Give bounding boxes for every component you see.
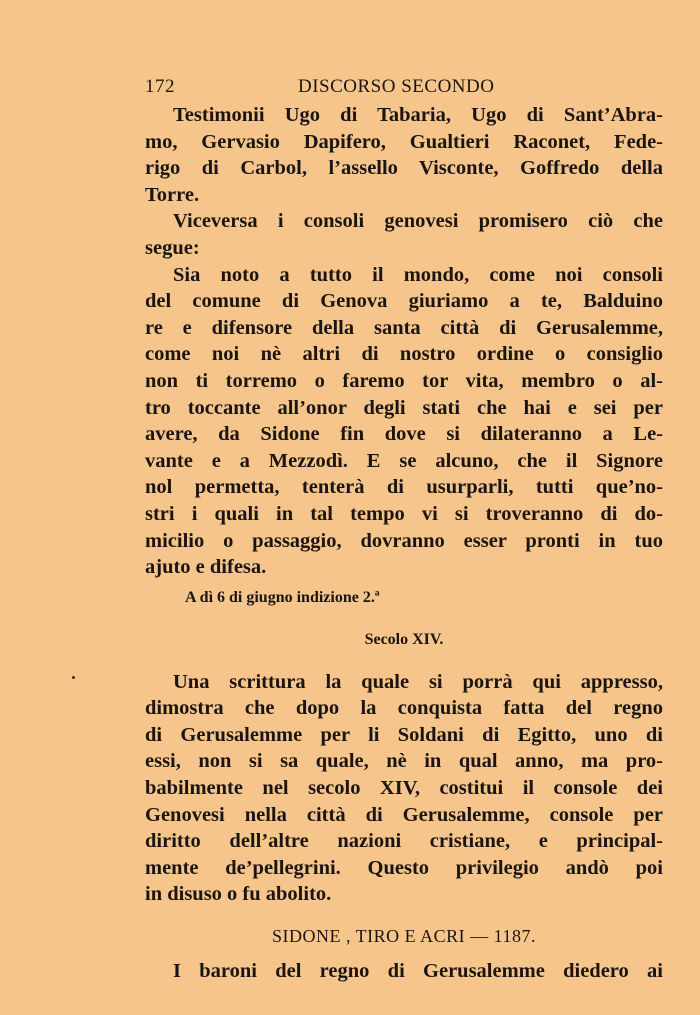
text-line: ajuto e difesa. xyxy=(145,556,267,579)
text-line: essi, non si sa quale, nè in qual anno, ma pro- xyxy=(145,750,663,773)
witnesses-paragraph xyxy=(145,102,663,208)
stray-ink-dot xyxy=(72,676,75,679)
text-line: diritto dell’altre nazioni cristiane, e principal- xyxy=(145,830,663,853)
text-line: nol permetta, tenterà di usurparli, tutti que’no- xyxy=(145,476,663,499)
text-line: stri i quali in tal tempo vi si troveranno di do- xyxy=(145,502,663,525)
text-line: micilio o passaggio, dovranno esser pronti in tuo xyxy=(145,529,663,552)
text-line: Una scrittura la quale si porrà qui appresso, xyxy=(173,670,663,693)
text-line: avere, da Sidone fin dove si dilateranno a Le- xyxy=(145,423,663,446)
consuls-paragraph xyxy=(145,208,663,261)
text-line: non ti torremo o faremo tor vita, membro o al- xyxy=(145,369,663,392)
running-head xyxy=(145,76,663,102)
text-line: Testimonii Ugo di Tabaria, Ugo di Sant’Abra- xyxy=(173,104,663,126)
barons-paragraph xyxy=(145,958,663,985)
text-line: dimostra che dopo la conquista fatta del regno xyxy=(145,697,663,720)
text-line: mo, Gervasio Dapifero, Gualtieri Raconet, Fede- xyxy=(145,130,663,153)
text-line: del comune di Genova giuriamo a te, Balduino xyxy=(145,290,663,313)
text-line: I baroni del regno di Gerusalemme diedero ai xyxy=(173,960,663,983)
text-line: re e difensore della santa città di Gerusalemme, xyxy=(145,316,663,339)
text-line: di Gerusalemme per li Soldani di Egitto, uno di xyxy=(145,723,663,746)
text-line: Genovesi nella città di Gerusalemme, console per xyxy=(145,803,663,826)
book-page xyxy=(145,76,663,985)
section-heading-sidone: SIDONE , TIRO E ACRI — 1187. xyxy=(271,926,536,947)
text-line: rigo di Carbol, l’assello Visconte, Goffredo della xyxy=(145,157,663,180)
text-line: tro toccante all’onor degli stati che hai e sei per xyxy=(145,396,663,419)
text-line: mente de’pellegrini. Questo privilegio andò poi xyxy=(145,856,663,879)
section-heading: Secolo XIV. xyxy=(364,630,444,648)
text-line: Sia noto a tutto il mondo, come noi consoli xyxy=(173,263,663,286)
page-number: 172 xyxy=(145,76,175,97)
date-note: A dì 6 di giugno indizione 2.ª xyxy=(185,588,380,606)
text-line: in disuso o fu abolito. xyxy=(145,883,332,906)
running-title: DISCORSO SECONDO xyxy=(298,76,495,97)
text-line: Viceversa i consoli genovesi promisero ciò che xyxy=(173,210,663,233)
text-line: Torre. xyxy=(145,183,200,206)
text-line: babilmente nel secolo XIV, costitui il console dei xyxy=(145,777,663,800)
oath-paragraph xyxy=(145,262,663,581)
fourteenth-century-paragraph xyxy=(145,669,663,908)
text-line: segue: xyxy=(145,236,200,259)
text-line: come noi nè altri di nostro ordine o consiglio xyxy=(145,343,663,366)
section-gap xyxy=(145,651,663,669)
text-line: vante e a Mezzodì. E se alcuno, che il Signore xyxy=(145,449,663,472)
